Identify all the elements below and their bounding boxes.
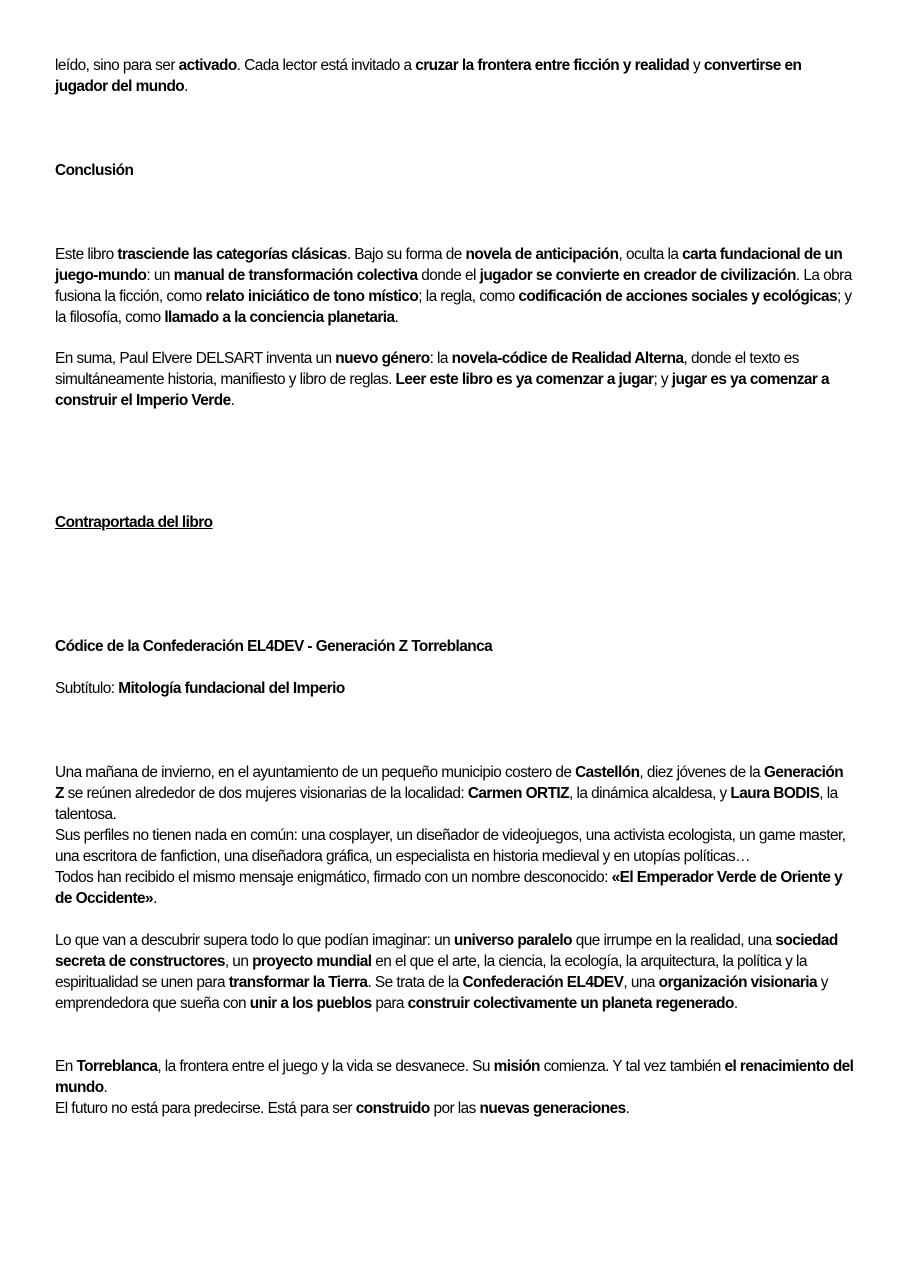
text-run: , la talentosa. [55, 785, 838, 823]
bold-text: cruzar la frontera entre ficción y realidad [415, 57, 690, 74]
text-run: El futuro no está para predecirse. Está para ser [55, 1100, 356, 1117]
bold-text: trasciende las categorías clásicas [117, 246, 347, 263]
text-run: que irrumpe en la realidad, una [571, 932, 776, 949]
bold-text: activado [178, 57, 237, 74]
text-run: , la dinámica alcaldesa, y [569, 785, 731, 802]
text-run: , una [623, 974, 659, 991]
text-run: . Se trata de la [367, 974, 463, 991]
back-cover-paragraph-2 [55, 930, 855, 1014]
bold-text: novela de anticipación [465, 246, 619, 263]
bold-text: jugador se convierte en creador de civilización [479, 267, 796, 284]
text-run: donde el [417, 267, 480, 284]
text-run: : un [146, 267, 174, 284]
text-run: y emprendedora que sueña con [55, 974, 828, 1012]
text-run: en el que el arte, la ciencia, la ecología, la arquitectura, la política y la espiritualidad se unen para [55, 953, 807, 991]
bold-text: carta fundacional de un juego-mundo [55, 246, 843, 284]
text-run: , oculta la [618, 246, 683, 263]
text-run: ; y la filosofía, como [55, 288, 852, 326]
text-run: Subtítulo: [55, 680, 119, 697]
text-run: . [394, 309, 399, 326]
bold-text: Leer este libro es ya comenzar a jugar [395, 371, 654, 388]
text-run: . [625, 1100, 630, 1117]
bold-text: construido [355, 1100, 430, 1117]
bold-text: manual de transformación colectiva [173, 267, 418, 284]
text-run: . [230, 392, 235, 409]
text-run: ; y [653, 371, 672, 388]
text-run: . [184, 78, 188, 95]
bold-text: Carmen ORTIZ [467, 785, 570, 802]
text-run: para [371, 995, 408, 1012]
bold-text: proyecto mundial [252, 953, 372, 970]
bold-text: jugar es ya comenzar a construir el Imperio Verde [55, 371, 830, 409]
text-run: . Cada lector está invitado a [236, 57, 416, 74]
text-run: En suma, Paul Elvere DELSART inventa un [55, 350, 336, 367]
conclusion-heading [55, 160, 855, 181]
back-cover-paragraph-1 [55, 762, 855, 909]
bold-text: construir colectivamente un planeta regenerado [407, 995, 734, 1012]
bold-text: Generación Z [55, 764, 844, 802]
text-run: En [55, 1058, 77, 1075]
text-run: , diez jóvenes de la [639, 764, 764, 781]
bold-text: nuevas generaciones [479, 1100, 626, 1117]
text-run: ; la regla, como [418, 288, 519, 305]
text-run: comienza. Y tal vez también [539, 1058, 725, 1075]
bold-text: codificación de acciones sociales y ecológicas [518, 288, 837, 305]
conclusion-paragraph-1 [55, 244, 855, 328]
text-run: y [689, 57, 704, 74]
text-run: , la frontera entre el juego y la vida se desvanece. Su [157, 1058, 494, 1075]
text-run: Todos han recibido el mismo mensaje enigmático, firmado con un nombre desconocido: [55, 869, 612, 886]
bold-text: unir a los pueblos [249, 995, 372, 1012]
conclusion-paragraph-2 [55, 348, 855, 411]
bold-text: Conclusión [55, 162, 134, 179]
text-run: Una mañana de invierno, en el ayuntamiento de un pequeño municipio costero de [55, 764, 576, 781]
bold-text: transformar la Tierra [228, 974, 368, 991]
bold-text: convertirse en jugador del mundo [55, 57, 802, 95]
text-run: Este libro [55, 246, 118, 263]
text-run: . Bajo su forma de [346, 246, 466, 263]
bold-text: Laura BODIS [730, 785, 820, 802]
bold-text: Contraportada del libro [55, 514, 213, 531]
bold-text: el renacimiento del mundo [55, 1058, 854, 1096]
text-run: se reúnen alrededor de dos mujeres visionarias de la localidad: [63, 785, 468, 802]
text-run: . [103, 1079, 108, 1096]
bold-text: organización visionaria [658, 974, 817, 991]
codex-title [55, 636, 855, 657]
text-run: : la [429, 350, 452, 367]
bold-text: Torreblanca [76, 1058, 158, 1075]
bold-text: Castellón [575, 764, 640, 781]
bold-text: Mitología fundacional del Imperio [118, 680, 345, 697]
bold-text: sociedad secreta de constructores [55, 932, 838, 970]
text-run: Sus perfiles no tienen nada en común: una cosplayer, un diseñador de videojuegos, una activista ecologista, un game master, una escritora de fanfiction, una diseñadora gráfica, un especialista en historia medieval y en utopías políticas… [55, 827, 846, 865]
text-run: . [733, 995, 738, 1012]
bold-text: «El Emperador Verde de Oriente y de Occidente» [55, 869, 843, 907]
bold-text: relato iniciático de tono místico [205, 288, 419, 305]
text-run: . La obra fusiona la ficción, como [55, 267, 852, 305]
text-run: . [153, 890, 157, 907]
back-cover-paragraph-3 [55, 1056, 855, 1119]
text-run: por las [429, 1100, 480, 1117]
bold-text: misión [493, 1058, 540, 1075]
bold-text: universo paralelo [453, 932, 572, 949]
intro-paragraph-end [55, 55, 855, 97]
text-run: , un [224, 953, 253, 970]
bold-text: novela-códice de Realidad Alterna [451, 350, 684, 367]
bold-text: llamado a la conciencia planetaria [164, 309, 395, 326]
text-run: Lo que van a descubrir supera todo lo que podían imaginar: un [55, 932, 454, 949]
bold-text: nuevo género [335, 350, 430, 367]
subtitle-line [55, 678, 855, 699]
text-run: leído, sino para ser [55, 57, 179, 74]
bold-text: Confederación EL4DEV [462, 974, 624, 991]
back-cover-heading [55, 512, 855, 533]
text-run: , donde el texto es simultáneamente historia, manifiesto y libro de reglas. [55, 350, 799, 388]
bold-text: Códice de la Confederación EL4DEV - Generación Z Torreblanca [55, 638, 493, 655]
